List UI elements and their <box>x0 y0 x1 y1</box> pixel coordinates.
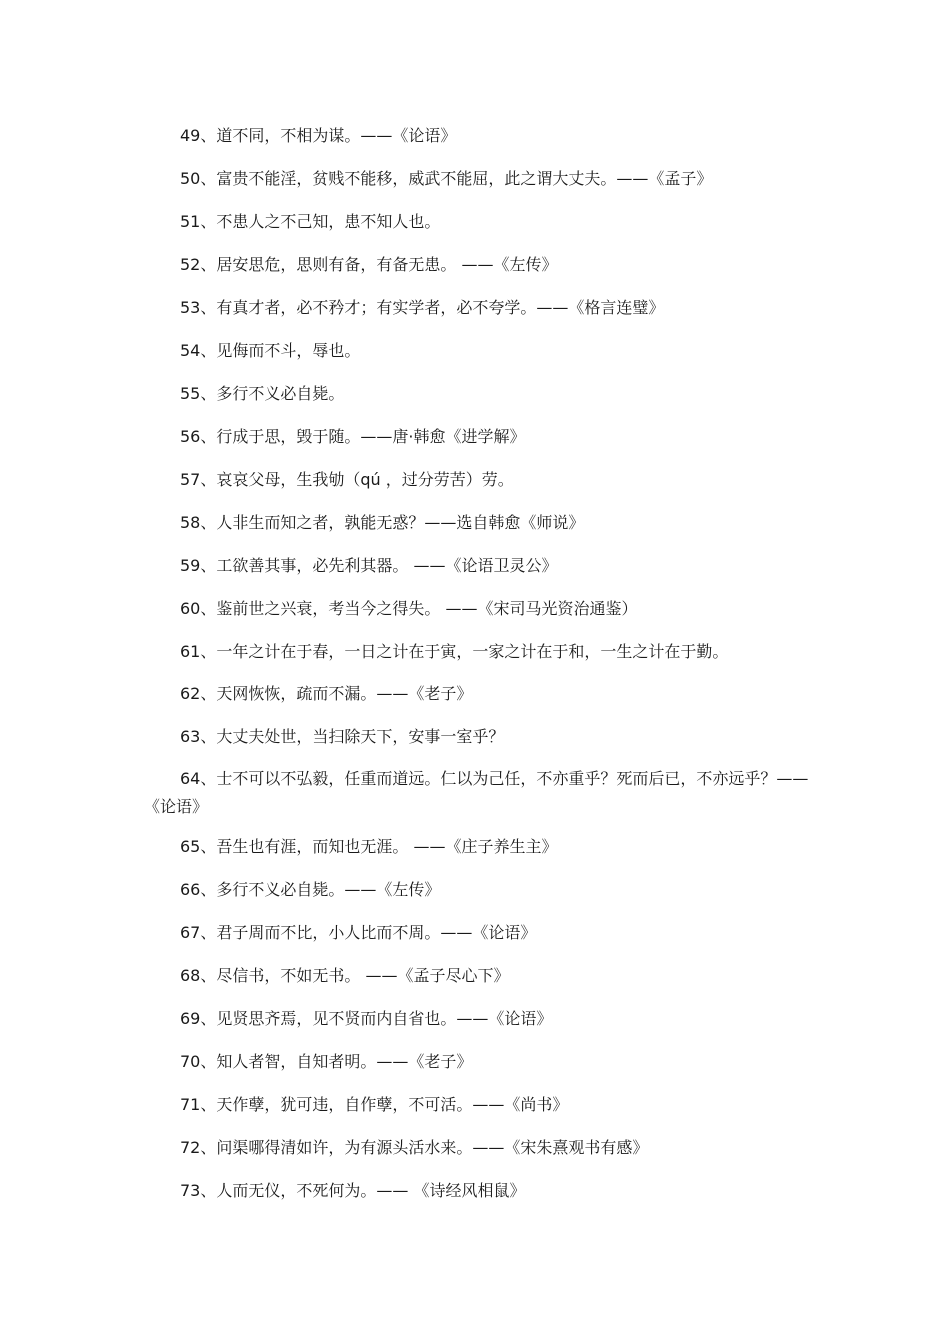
quote-58: 58、人非生而知之者，孰能无惑？——选自韩愈《师说》 <box>180 513 585 532</box>
quote-59: 59、工欲善其事，必先利其器。 ——《论语卫灵公》 <box>180 556 558 575</box>
quote-69: 69、见贤思齐焉，见不贤而内自省也。——《论语》 <box>180 1009 553 1028</box>
quote-54: 54、见侮而不斗，辱也。 <box>180 341 361 360</box>
quote-56: 56、行成于思，毁于随。——唐·韩愈《进学解》 <box>180 427 526 446</box>
quote-60: 60、鉴前世之兴衰，考当今之得失。 ——《宋司马光资治通鉴） <box>180 599 638 618</box>
quote-49: 49、道不同，不相为谋。——《论语》 <box>180 126 457 145</box>
quote-65: 65、吾生也有涯，而知也无涯。 ——《庄子养生主》 <box>180 837 558 856</box>
quote-71: 71、天作孽，犹可违，自作孽，不可活。——《尚书》 <box>180 1095 569 1114</box>
quote-68: 68、尽信书，不如无书。 ——《孟子尽心下》 <box>180 966 510 985</box>
quote-52: 52、居安思危，思则有备，有备无患。 ——《左传》 <box>180 255 558 274</box>
quote-55: 55、多行不义必自毙。 <box>180 384 345 403</box>
quote-73: 73、人而无仪，不死何为。—— 《诗经风相鼠》 <box>180 1181 526 1200</box>
quote-72: 72、问渠哪得清如许，为有源头活水来。——《宋朱熹观书有感》 <box>180 1138 649 1157</box>
quote-63: 63、大丈夫处世，当扫除天下，安事一室乎？ <box>180 727 505 746</box>
quote-50: 50、富贵不能淫，贫贱不能移，威武不能屈，此之谓大丈夫。——《孟子》 <box>180 169 713 188</box>
quote-67: 67、君子周而不比，小人比而不周。——《论语》 <box>180 923 537 942</box>
quote-66: 66、多行不义必自毙。——《左传》 <box>180 880 441 899</box>
quote-61: 61、一年之计在于春，一日之计在于寅，一家之计在于和，一生之计在于勤。 <box>180 642 729 661</box>
quote-51: 51、不患人之不己知，患不知人也。 <box>180 212 441 231</box>
quote-62: 62、天网恢恢，疏而不漏。——《老子》 <box>180 684 473 703</box>
quote-70: 70、知人者智，自知者明。——《老子》 <box>180 1052 473 1071</box>
quote-53: 53、有真才者，必不矜才；有实学者，必不夸学。——《格言连璧》 <box>180 298 665 317</box>
quote-64: 64、士不可以不弘毅，任重而道远。仁以为己任，不亦重乎？死而后已，不亦远乎？——《论语》 <box>144 769 809 816</box>
quote-57: 57、哀哀父母，生我劬（qú ，过分劳苦）劳。 <box>180 470 514 489</box>
